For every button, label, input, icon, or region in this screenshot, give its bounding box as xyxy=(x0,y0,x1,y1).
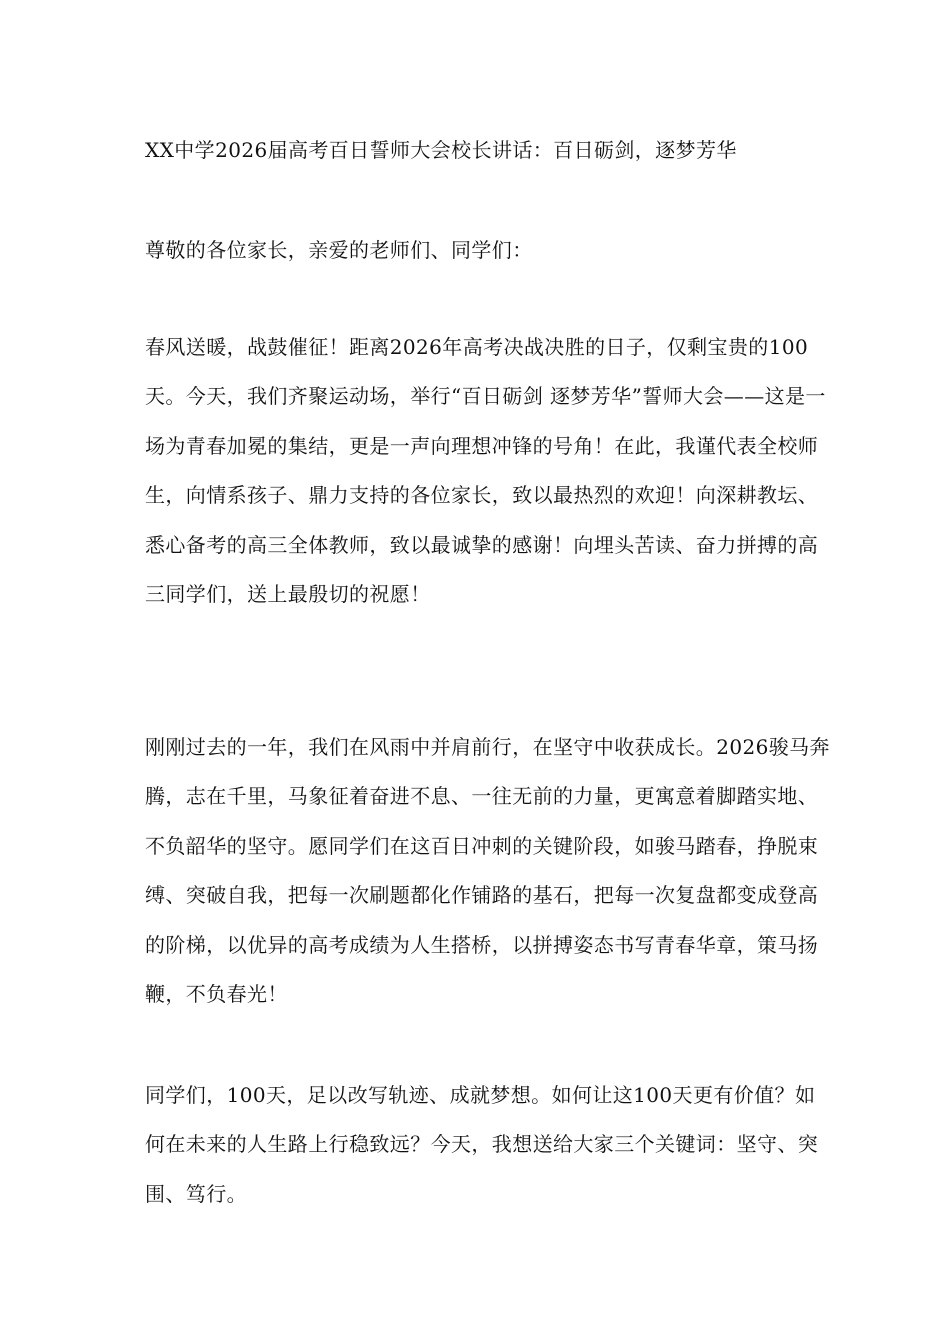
salutation: 尊敬的各位家长，亲爱的老师们、同学们： xyxy=(145,238,533,262)
paragraph-opening: 春风送暖，战鼓催征！距离2026年高考决战决胜的日子，仅剩宝贵的100天。今天，我们齐聚运动场，举行“百日砺剑 逐梦芳华”誓师大会——这是一场为青春加冕的集结，更是一声向理想冲锋的号角！在此，我谨代表全校师生，向情系孩子、鼎力支持的各位家长，致以最热烈的欢迎！向深耕教坛、悉心备考的高三全体教师，致以最诚挚的感谢！向埋头苦读、奋力拼搏的高三同学们，送上最殷切的祝愿！ xyxy=(145,335,826,607)
paragraph-keywords: 同学们，100天，足以改写轨迹、成就梦想。如何让这100天更有价值？如何在未来的人生路上行稳致远？今天，我想送给大家三个关键词：坚守、突围、笃行。 xyxy=(145,1083,819,1206)
paragraph-review: 刚刚过去的一年，我们在风雨中并肩前行，在坚守中收获成长。2026骏马奔腾，志在千里，马象征着奋进不息、一往无前的力量，更寓意着脚踏实地、不负韶华的坚守。愿同学们在这百日冲刺的关键阶段，如骏马踏春，挣脱束缚、突破自我，把每一次刷题都化作铺路的基石，把每一次复盘都变成登高的阶梯，以优异的高考成绩为人生搭桥，以拼搏姿态书写青春华章，策马扬鞭，不负春光！ xyxy=(145,735,830,1007)
document-title: XX中学2026届高考百日誓师大会校长讲话：百日砺剑，逐梦芳华 xyxy=(145,138,737,162)
